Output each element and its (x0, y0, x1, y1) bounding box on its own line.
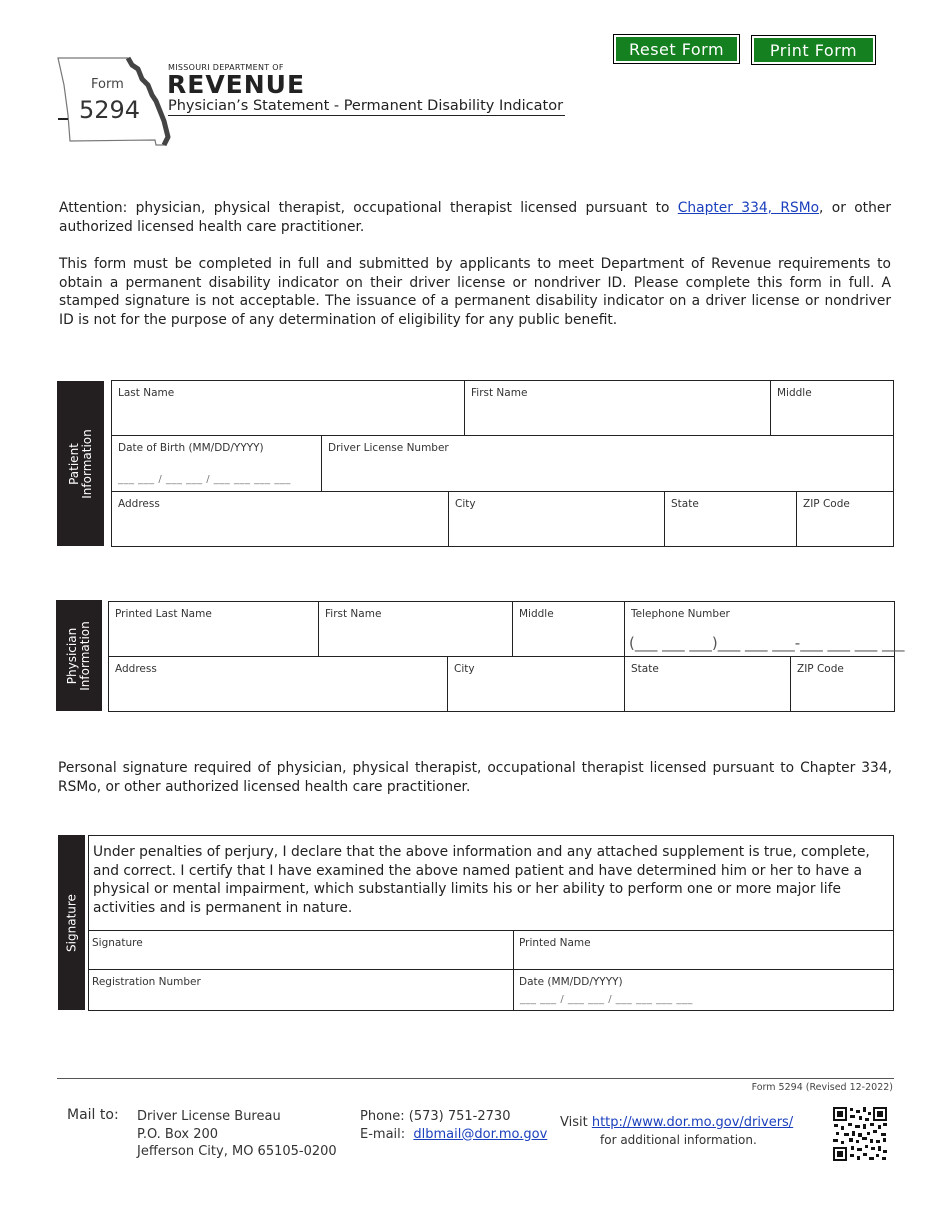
physician-first-name-field[interactable] (318, 601, 513, 657)
chapter-334-link[interactable]: Chapter 334, RSMo (677, 200, 820, 216)
patient-driver-license-label: Driver License Number (328, 442, 449, 454)
patient-band-line1: Patient (66, 442, 81, 485)
email-label: E-mail: (360, 1126, 406, 1142)
patient-last-name-label: Last Name (118, 387, 175, 399)
mail-to-label: Mail to: (67, 1107, 119, 1123)
attention-suffix: , or other authorized licensed health care practitioner. (59, 200, 891, 235)
footer-divider (57, 1078, 894, 1079)
physician-zip-field[interactable] (790, 656, 895, 712)
form-label: Form (91, 77, 124, 92)
physician-telephone-label: Telephone Number (631, 608, 730, 620)
mailing-address (137, 1108, 337, 1161)
requirements-paragraph: This form must be completed in full and submitted by applicants to meet Department of Revenue requirements to obtain a permanent disability indicator on their driver license or nondriver ID. Please complete this form in full. A stamped signature is not acceptable. The issuance of a permanent disability indicator on a driver license or nondriver ID is not for the purpose of any determination of eligibility for any public benefit. (59, 256, 891, 328)
form-revision: Form 5294 (Revised 12-2022) (751, 1082, 893, 1093)
signature-label: Signature (92, 937, 143, 949)
registration-number-label: Registration Number (92, 976, 201, 988)
patient-middle-label: Middle (777, 387, 812, 399)
signature-note: Personal signature required of physician, physical therapist, occupational therapist licensed pursuant to Chapter 334, RSMo, or other authorized licensed health care practitioner. (58, 760, 892, 795)
visit-prefix: Visit (560, 1115, 592, 1130)
printed-name-field[interactable] (513, 930, 894, 970)
patient-zip-label: ZIP Code (803, 498, 850, 510)
physician-middle-field[interactable] (512, 601, 625, 657)
patient-information-band (57, 381, 104, 546)
physician-telephone-field[interactable] (624, 601, 905, 657)
patient-first-name-field[interactable] (464, 380, 771, 436)
signature-band (58, 835, 85, 1010)
patient-dob-field[interactable] (111, 435, 322, 492)
form-number-rule (58, 118, 68, 120)
form-title: Physician’s Statement - Permanent Disability Indicator (168, 98, 564, 114)
signature-date-field[interactable] (513, 969, 894, 1011)
visit-suffix: for additional information. (600, 1132, 757, 1147)
patient-information-band-label (68, 429, 94, 498)
patient-first-name-label: First Name (471, 387, 528, 399)
patient-zip-field[interactable] (796, 491, 894, 547)
website-info (560, 1114, 793, 1149)
physician-band-line1: Physician (65, 627, 79, 684)
signature-band-label: Signature (64, 893, 78, 952)
patient-middle-field[interactable] (770, 380, 894, 436)
signature-date-placeholder: ___ ___ / ___ ___ / ___ ___ ___ ___ (520, 994, 693, 1005)
mailing-address-line2: P.O. Box 200 (137, 1126, 219, 1142)
department-name-small: MISSOURI DEPARTMENT OF (168, 63, 284, 72)
patient-address-field[interactable] (111, 491, 449, 547)
attention-paragraph (59, 199, 891, 236)
attention-prefix: Attention: physician, physical therapist, occupational therapist licensed pursuant to (59, 200, 678, 216)
physician-information-band (56, 600, 102, 711)
mailing-address-line3: Jefferson City, MO 65105-0200 (137, 1144, 337, 1159)
registration-number-field[interactable] (88, 969, 514, 1011)
department-logo-text: REVENUE (167, 70, 306, 99)
patient-city-label: City (455, 498, 476, 510)
physician-middle-label: Middle (519, 608, 554, 620)
physician-information-band-label (66, 621, 92, 690)
physician-address-field[interactable] (108, 656, 448, 712)
signature-date-label: Date (MM/DD/YYYY) (519, 976, 623, 988)
physician-address-label: Address (115, 663, 157, 675)
email-link[interactable]: dlbmail@dor.mo.gov (413, 1126, 548, 1142)
physician-last-name-field[interactable] (108, 601, 319, 657)
print-form-button[interactable] (751, 35, 876, 65)
physician-first-name-label: First Name (325, 608, 382, 620)
patient-band-line2: Information (79, 428, 94, 499)
patient-city-field[interactable] (448, 491, 665, 547)
printed-name-label: Printed Name (519, 937, 591, 949)
website-link[interactable]: http://www.dor.mo.gov/drivers/ (591, 1115, 794, 1130)
reset-form-label: Reset Form (616, 37, 737, 61)
patient-state-label: State (671, 498, 699, 510)
physician-telephone-placeholder: (___ ___ ___)___ ___ ___-___ ___ ___ ___ (629, 634, 905, 652)
physician-zip-label: ZIP Code (797, 663, 844, 675)
physician-city-field[interactable] (447, 656, 625, 712)
patient-dob-placeholder: ___ ___ / ___ ___ / ___ ___ ___ ___ (118, 474, 291, 485)
print-form-label: Print Form (754, 38, 873, 62)
physician-city-label: City (454, 663, 475, 675)
patient-last-name-field[interactable] (111, 380, 465, 436)
declaration-text: Under penalties of perjury, I declare that the above information and any attached supplement is true, complete, and correct. I certify that I have examined the above named patient and have determined him or her to have a physical or mental impairment, which substantially limits his or her ability to perform one or more major life activities and is permanent in nature. (93, 844, 870, 916)
patient-address-label: Address (118, 498, 160, 510)
mailing-address-line1: Driver License Bureau (137, 1109, 281, 1124)
reset-form-button[interactable] (613, 34, 740, 64)
form-number: 5294 (79, 96, 141, 124)
patient-dob-label: Date of Birth (MM/DD/YYYY) (118, 442, 264, 454)
signature-field[interactable] (88, 930, 514, 970)
qr-code-icon (832, 1106, 888, 1162)
patient-state-field[interactable] (664, 491, 797, 547)
physician-band-line2: Information (78, 620, 92, 691)
physician-state-field[interactable] (624, 656, 791, 712)
patient-driver-license-field[interactable] (321, 435, 894, 492)
physician-state-label: State (631, 663, 659, 675)
phone-number: Phone: (573) 751-2730 (360, 1109, 511, 1124)
physician-last-name-label: Printed Last Name (115, 608, 212, 620)
contact-info (360, 1108, 547, 1143)
declaration-box (88, 835, 894, 931)
